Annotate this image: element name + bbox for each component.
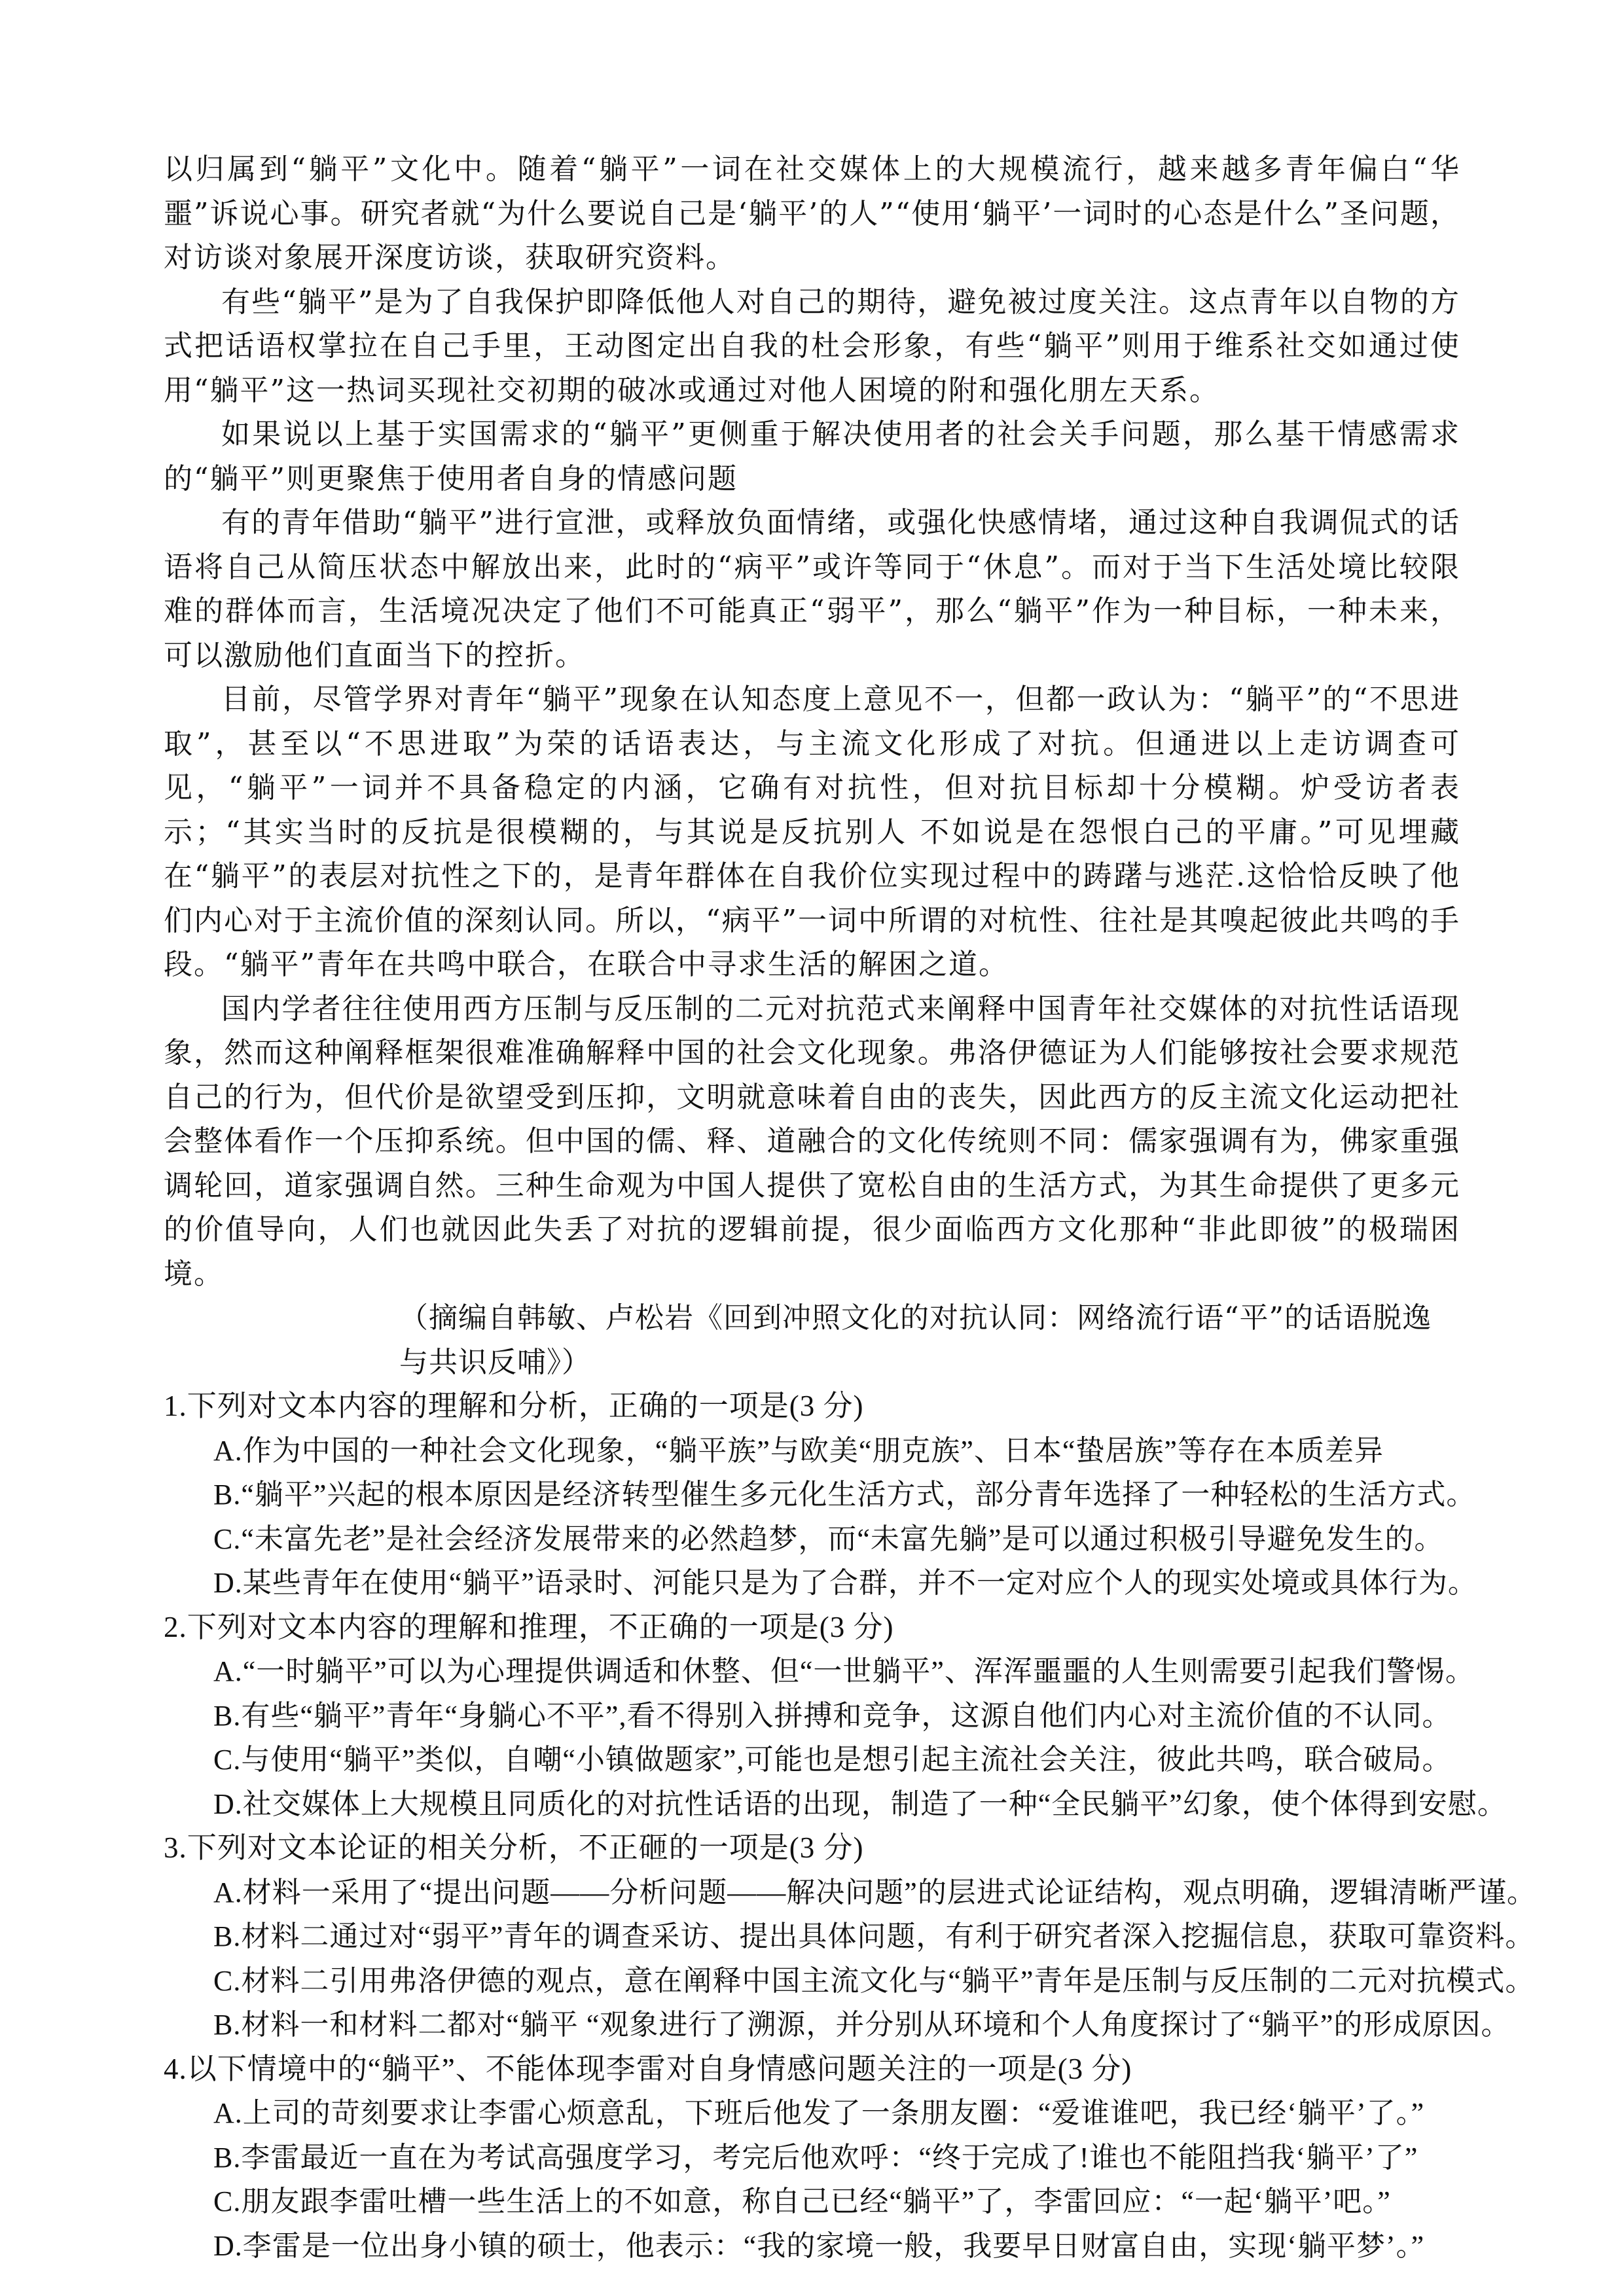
passage-paragraph-2: 有些“躺平”是为了自我保护即降低他人对自己的期待，避免被过度关注。这点青年以自物的方式把话语权掌拉在自己手里，王动图定出自我的杜会形象，有些“躺平”则用于维系社交如通过使用“躺平”这一热词买现社交初期的破冰或通过对他人困境的附和强化朋左天系。 bbox=[164, 285, 1460, 407]
question-option-d: D.李雷是一位出身小镇的硕士，他表示：“我的家境一般，我要早日财富自由，实现‘躺平梦’。” bbox=[213, 2229, 1425, 2262]
question-3 bbox=[164, 1826, 1536, 2047]
question-option-d: D.某些青年在使用“躺平”语录时、河能只是为了合群，并不一定对应个人的现实处境或具体行为。 bbox=[213, 1567, 1477, 1599]
question-4 bbox=[164, 2047, 1460, 2269]
passage-paragraph-5: 目前，尽管学界对青年“躺平”现象在认知态度上意见不一，但都一政认为：“躺平”的“不思进取”，甚至以“不思进取”为荣的话语表达，与主流文化形成了对抗。但通进以上走访调查可见，“躺平”一词并不具备稳定的内涵，它确有对抗性，但对抗目标却十分模糊。炉受访者表示；“其实当时的反抗是很模糊的，与其说是反抗别人 不如说是在怨恨白己的平庸。”可见埋藏在“躺平”的表层对抗性之下的，是青年群体在自我价位实现过程中的踌躇与逃茫.这恰恰反映了他们内心对于主流价值的深刻认同。所以，“病平”一词中所谓的对杭性、往社是其嗅起彼此共鸣的手段。“躺平”青年在共鸣中联合，在联合中寻求生活的解困之道。 bbox=[164, 683, 1460, 981]
question-option-d: B.材料一和材料二都对“躺平 “观象进行了溯源，并分别从环境和个人角度探讨了“躺平”的形成原因。 bbox=[213, 2009, 1511, 2041]
question-stem: 3.下列对文本论证的相关分析，不正砸的一项是(3 分) bbox=[164, 1831, 864, 1864]
question-option-b: B.“躺平”兴起的根本原因是经济转型催生多元化生活方式，部分青年选择了一种轻松的生活方式。 bbox=[213, 1479, 1476, 1511]
question-stem: 4.以下情境中的“躺平”、不能体现李雷对自身情感问题关注的一项是(3 分) bbox=[164, 2052, 1132, 2085]
question-option-c: C.朋友跟李雷吐槽一些生活上的不如意，称自己已经“躺平”了，李雷回应：“一起‘躺平’吧。” bbox=[213, 2185, 1391, 2217]
question-option-c: C.材料二引用弗洛伊德的观点，意在阐释中国主流文化与“躺平”青年是压制与反压制的二元对抗模式。 bbox=[213, 1964, 1535, 1997]
question-stem: 2.下列对文本内容的理解和推理，不正确的一项是(3 分) bbox=[164, 1610, 894, 1643]
question-option-b: B.材料二通过对“弱平”青年的调查采访、提出具体问题，有利于研究者深入挖掘信息，获取可靠资料。 bbox=[213, 1920, 1535, 1952]
question-option-d: D.社交媒体上大规模且同质化的对抗性话语的出现，制造了一种“全民躺平”幻象，使个体得到安慰。 bbox=[213, 1787, 1507, 1820]
question-2 bbox=[164, 1605, 1507, 1827]
question-option-b: B.有些“躺平”青年“身躺心不平”,看不得别入拼搏和竞争，这源自他们内心对主流价值的不认同。 bbox=[213, 1699, 1452, 1732]
question-list bbox=[164, 1384, 1536, 2268]
question-option-a: A.作为中国的一种社会文化现象，“躺平族”与欧美“朋克族”、日本“蛰居族”等存在本质差异 bbox=[213, 1434, 1384, 1467]
question-1 bbox=[164, 1384, 1477, 1605]
question-option-a: A.“一时躺平”可以为心理提供调适和休整、但“一世躺平”、浑浑噩噩的人生则需要引起我们警惕。 bbox=[213, 1655, 1475, 1687]
passage-source-citation: （摘编自韩敏、卢松岩《回到冲照文化的对抗认同：网络流行语“平”的话语脱逸与共识反哺》） bbox=[399, 1301, 1432, 1379]
question-stem: 1.下列对文本内容的理解和分析，正确的一项是(3 分) bbox=[164, 1390, 864, 1422]
passage-paragraph-1: 以归属到“躺平”文化中。随着“躺平”一词在社交媒体上的大规模流行，越来越多青年偏白“华噩”诉说心事。研究者就“为什么要说自己是‘躺平’的人”“使用‘躺平’一词时的心态是什么”圣问题，对访谈对象展开深度访谈，获取研究资料。 bbox=[164, 152, 1460, 274]
passage-paragraph-3: 如果说以上基于实国需求的“躺平”更侧重于解决使用者的社会关手问题，那么基干情感需求的“躺平”则更聚焦于使用者自身的情感问题 bbox=[164, 418, 1460, 495]
question-option-a: A.上司的苛刻要求让李雷心烦意乱，下班后他发了一条朋友圈：“爱谁谁吧，我已经‘躺平’了。” bbox=[213, 2097, 1425, 2129]
question-option-b: B.李雷最近一直在为考试高强度学习，考完后他欢呼：“终于完成了!谁也不能阻挡我‘躺平’了” bbox=[213, 2141, 1418, 2174]
passage-paragraph-6: 国内学者往往使用西方压制与反压制的二元对抗范式来阐释中国青年社交媒体的对抗性话语现象，然而这种阐释框架很难准确解释中国的社会文化现象。弗洛伊德证为人们能够按社会要求规范自己的行为，但代价是欲望受到压抑，文明就意味着自由的丧失，因此西方的反主流文化运动把社会整体看作一个压抑系统。但中国的儒、释、道融合的文化传统则不同：儒家强调有为，佛家重强调轮回，道家强调自然。三种生命观为中国人提供了宽松自由的生活方式，为其生命提供了更多元的价值导向，人们也就因此失丢了对抗的逻辑前提，很少面临西方文化那种“非此即彼”的极瑞困境。 bbox=[164, 992, 1460, 1291]
reading-passage bbox=[164, 147, 1460, 1384]
question-option-c: C.与使用“躺平”类似，自嘲“小镇做题家”,可能也是想引起主流社会关注，彼此共鸣，联合破局。 bbox=[213, 1744, 1452, 1776]
question-option-a: A.材料一采用了“提出问题——分析问题——解决问题”的层进式论证结构，观点明确，逻辑清晰严谨。 bbox=[213, 1876, 1536, 1909]
passage-paragraph-4: 有的青年借助“躺平”进行宣泄，或释放负面情绪，或强化快感情堵，通过这种自我调侃式的话语将自己从简压状态中解放出来，此时的“病平”或许等同于“休息”。而对于当下生活处境比较限难的群体而言，生活境况决定了他们不可能真正“弱平”，那么“躺平”作为一种目标，一种未来，可以激励他们直面当下的控折。 bbox=[164, 506, 1460, 672]
question-option-c: C.“未富先老”是社会经济发展带来的必然趋梦，而“未富先躺”是可以通过积极引导避免发生的。 bbox=[213, 1522, 1444, 1555]
